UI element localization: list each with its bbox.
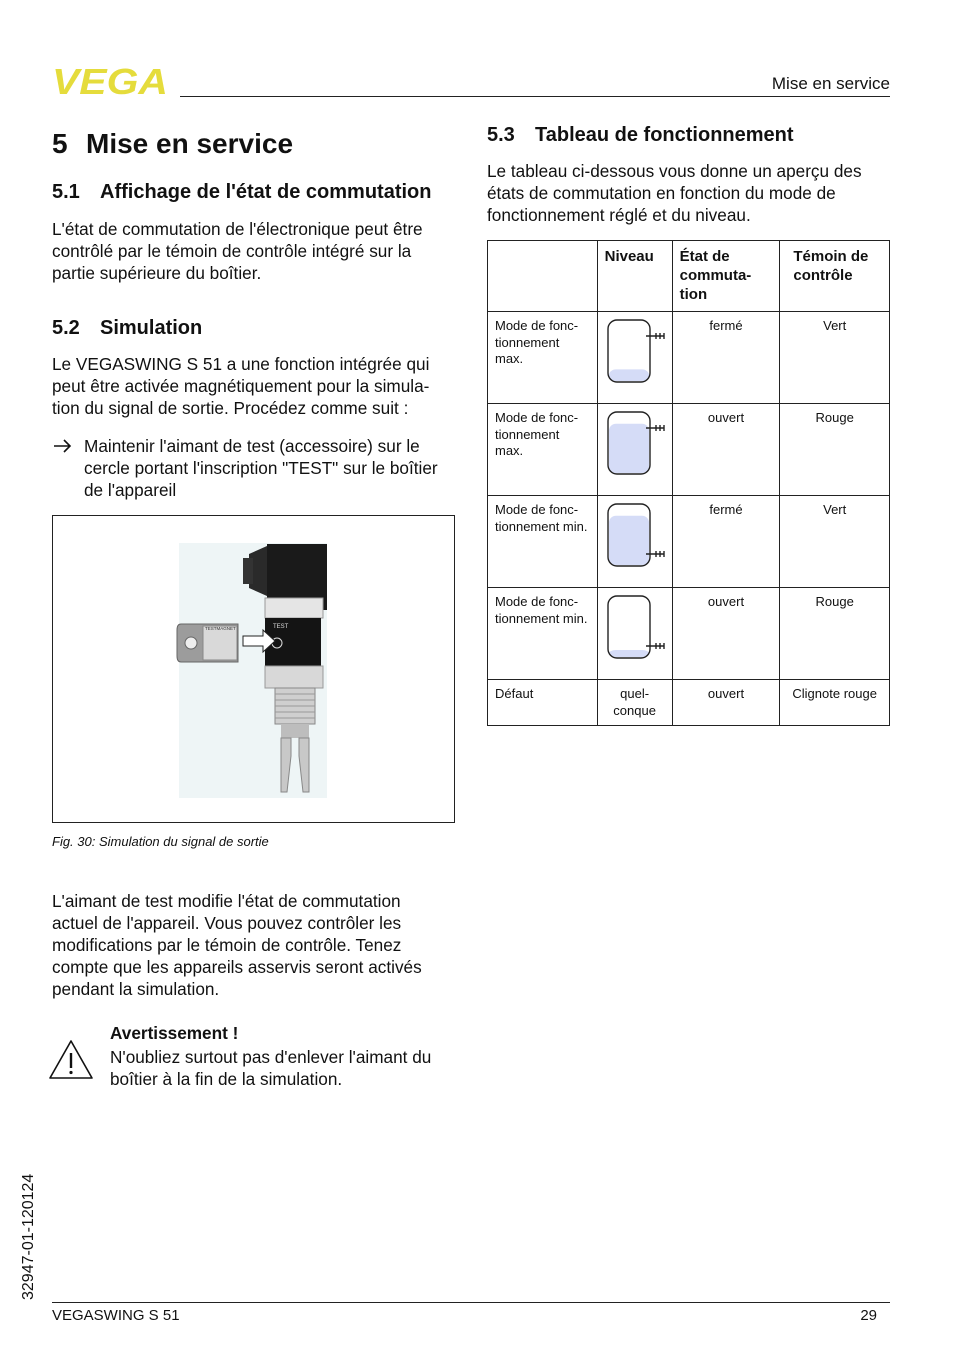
chapter-title: 5 Mise en service <box>52 128 294 159</box>
mode-cell: Mode de fonc- tionnement min. <box>488 496 598 588</box>
magnet-label: TESTMAGNET <box>205 626 236 631</box>
table-row <box>488 312 890 404</box>
light-cell: Rouge <box>780 588 890 680</box>
header-state: État de commuta- tion <box>672 241 780 312</box>
liquid-level <box>609 650 649 657</box>
level-cell: quel- conque <box>597 680 672 726</box>
level-cell <box>597 312 672 404</box>
header-light: Témoin de contrôle <box>780 241 890 312</box>
section-5-2-heading: 5.2 Simulation <box>52 317 203 339</box>
state-cell: fermé <box>672 496 780 588</box>
section-5-3-text: Le tableau ci-dessous vous donne un aperçu des états de commutation en fonction du mode de fonctionnement réglé et du niveau. <box>487 161 862 225</box>
light-cell: Rouge <box>780 404 890 496</box>
vega-logo <box>52 66 170 96</box>
tank-icon <box>598 588 672 674</box>
tank-icon <box>598 496 672 582</box>
state-cell: ouvert <box>672 404 780 496</box>
light-cell: Clignote rouge <box>780 680 890 726</box>
mode-cell: Mode de fonc- tionnement max. <box>488 404 598 496</box>
warning-text: N'oubliez surtout pas d'enlever l'aimant du boîtier à la fin de la simulation. <box>110 1047 432 1089</box>
liquid-level <box>609 424 649 473</box>
section-5-1-text: L'état de commutation de l'électronique peut être contrôlé par le témoin de contrôle intégré sur la partie supérieure du boîtier. <box>52 219 423 283</box>
mode-cell: Mode de fonc- tionnement min. <box>488 588 598 680</box>
table-row <box>488 496 890 588</box>
footer-divider <box>52 1302 890 1303</box>
warning-title: Avertissement ! <box>110 1023 239 1043</box>
section-5-1-heading: 5.1 Affichage de l'état de commutation <box>52 181 432 203</box>
header-divider <box>180 96 890 97</box>
table-row <box>488 404 890 496</box>
level-cell <box>597 496 672 588</box>
test-label: TEST <box>273 624 289 630</box>
tank-outline <box>608 596 650 658</box>
table-header-row <box>488 241 890 312</box>
figure-caption: Fig. 30: Simulation du signal de sortie <box>52 834 269 849</box>
mode-cell: Mode de fonc- tionnement max. <box>488 312 598 404</box>
light-cell: Vert <box>780 496 890 588</box>
section-5-2-text: Le VEGASWING S 51 a une fonction intégrée qui peut être activée magnétiquement pour la simula- tion du signal de sortie. Procédez comme suit : <box>52 354 430 418</box>
header-level: Niveau <box>597 241 672 312</box>
level-sensor-icon <box>646 333 664 339</box>
device-illustration <box>53 516 454 822</box>
table-row-default <box>488 680 890 726</box>
table-row <box>488 588 890 680</box>
level-cell <box>597 588 672 680</box>
warning-triangle-icon <box>48 1038 94 1080</box>
level-cell <box>597 404 672 496</box>
function-table <box>487 240 890 726</box>
arrow-right-icon <box>52 437 74 455</box>
level-sensor-icon <box>646 643 664 649</box>
tank-icon <box>598 312 672 398</box>
logo-text: VEGA <box>52 66 168 96</box>
state-cell: ouvert <box>672 680 780 726</box>
liquid-level <box>609 369 649 381</box>
liquid-level <box>609 516 649 565</box>
mode-cell: Défaut <box>488 680 598 726</box>
document-number: 32947-01-120124 <box>20 1173 37 1300</box>
light-cell: Vert <box>780 312 890 404</box>
header-section-title: Mise en service <box>771 74 890 93</box>
instruction-step: Maintenir l'aimant de test (accessoire) sur le cercle portant l'inscription "TEST" sur le boîtier de l'appareil <box>84 436 438 500</box>
footer-product: VEGASWING S 51 <box>52 1307 180 1324</box>
page-number: 29 <box>860 1307 877 1324</box>
state-cell: ouvert <box>672 588 780 680</box>
post-figure-text: L'aimant de test modifie l'état de commutation actuel de l'appareil. Vous pouvez contrôler les modifications par le témoin de contrôle. Tenez compte que les appareils asservis seront activés pendant la simulation. <box>52 891 422 999</box>
state-cell: fermé <box>672 312 780 404</box>
figure-simulation <box>52 515 455 823</box>
header-mode <box>488 241 598 312</box>
tank-icon <box>598 404 672 490</box>
section-5-3-heading: 5.3 Tableau de fonctionnement <box>487 124 794 146</box>
